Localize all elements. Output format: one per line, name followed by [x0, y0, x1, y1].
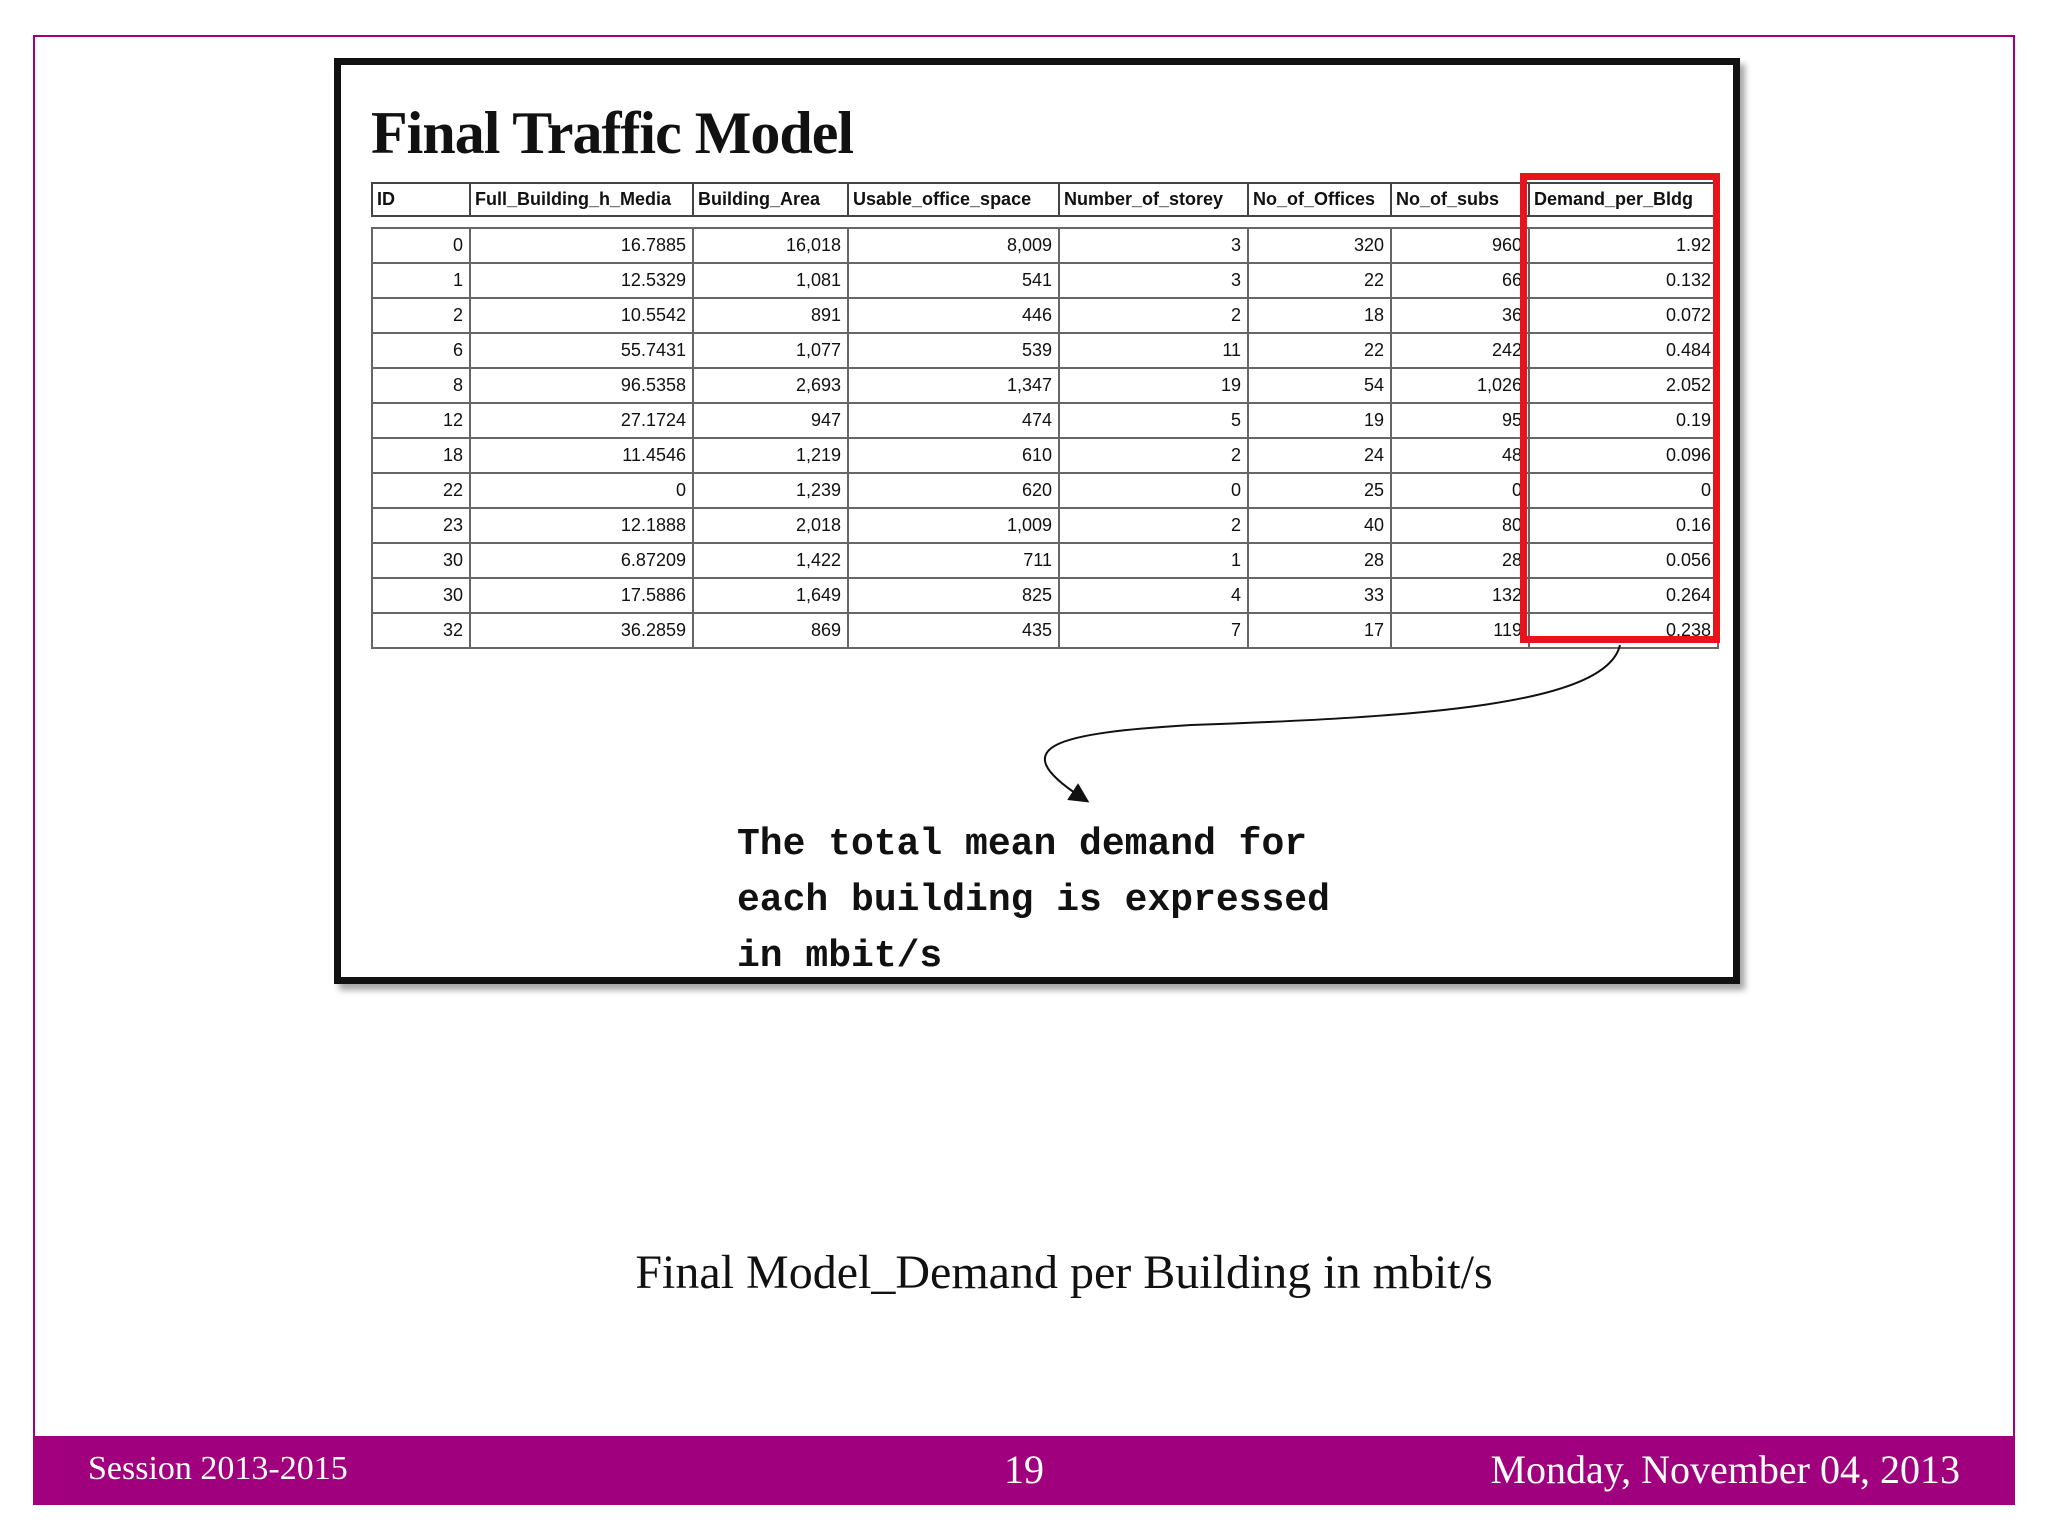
- table-cell: 1,239: [693, 473, 848, 508]
- table-cell: 1,219: [693, 438, 848, 473]
- table-cell: 539: [848, 333, 1059, 368]
- table-cell: 30: [372, 543, 470, 578]
- table-cell: 1,347: [848, 368, 1059, 403]
- table-cell: 0.132: [1529, 263, 1718, 298]
- table-cell: 1,422: [693, 543, 848, 578]
- footer-session: Session 2013-2015: [88, 1450, 348, 1487]
- callout-text: The total mean demand for each building is expressed in mbit/s: [737, 823, 1330, 978]
- table-cell: 0.238: [1529, 613, 1718, 648]
- table-cell: 96.5358: [470, 368, 693, 403]
- table-cell: 825: [848, 578, 1059, 613]
- column-header: No_of_subs: [1391, 183, 1529, 216]
- table-cell: 7: [1059, 613, 1248, 648]
- table-cell: 1.92: [1529, 228, 1718, 263]
- table-cell: 620: [848, 473, 1059, 508]
- column-header: Building_Area: [693, 183, 848, 216]
- column-header: Usable_office_space: [848, 183, 1059, 216]
- table-cell: 6.87209: [470, 543, 693, 578]
- table-cell: 36: [1391, 298, 1529, 333]
- table-cell: 30: [372, 578, 470, 613]
- table-cell: 320: [1248, 228, 1391, 263]
- table-cell: 0.056: [1529, 543, 1718, 578]
- table-cell: 8: [372, 368, 470, 403]
- table-cell: 711: [848, 543, 1059, 578]
- table-cell: 0: [372, 228, 470, 263]
- table-cell: 2,693: [693, 368, 848, 403]
- table-cell: 16,018: [693, 228, 848, 263]
- table-cell: 8,009: [848, 228, 1059, 263]
- column-header: Number_of_storey: [1059, 183, 1248, 216]
- table-cell: 1: [372, 263, 470, 298]
- footer-page-number: 19: [1004, 1447, 1044, 1492]
- table-cell: 54: [1248, 368, 1391, 403]
- table-cell: 55.7431: [470, 333, 693, 368]
- table-cell: 446: [848, 298, 1059, 333]
- table-cell: 1,009: [848, 508, 1059, 543]
- column-header: Demand_per_Bldg: [1529, 183, 1718, 216]
- table-cell: 12: [372, 403, 470, 438]
- table-cell: 1: [1059, 543, 1248, 578]
- column-header: Full_Building_h_Media: [470, 183, 693, 216]
- table-cell: 27.1724: [470, 403, 693, 438]
- slide-caption: Final Model_Demand per Building in mbit/s: [635, 1246, 1493, 1299]
- table-cell: 2: [1059, 298, 1248, 333]
- table-cell: 3: [1059, 263, 1248, 298]
- table-cell: 3: [1059, 228, 1248, 263]
- table-cell: 5: [1059, 403, 1248, 438]
- table-cell: 19: [1248, 403, 1391, 438]
- table-cell: 1,026: [1391, 368, 1529, 403]
- table-cell: 11.4546: [470, 438, 693, 473]
- table-cell: 1,649: [693, 578, 848, 613]
- table-cell: 40: [1248, 508, 1391, 543]
- table-cell: 22: [1248, 333, 1391, 368]
- table-cell: 0.484: [1529, 333, 1718, 368]
- table-cell: 11: [1059, 333, 1248, 368]
- table-cell: 80: [1391, 508, 1529, 543]
- table-cell: 32: [372, 613, 470, 648]
- table-cell: 242: [1391, 333, 1529, 368]
- table-cell: 0.264: [1529, 578, 1718, 613]
- figure-title: Final Traffic Model: [371, 100, 854, 166]
- table-cell: 0.096: [1529, 438, 1718, 473]
- table-cell: 22: [1248, 263, 1391, 298]
- table-cell: 66: [1391, 263, 1529, 298]
- table-cell: 48: [1391, 438, 1529, 473]
- table-cell: 0: [1529, 473, 1718, 508]
- table-cell: 891: [693, 298, 848, 333]
- table-cell: 18: [372, 438, 470, 473]
- table-cell: 23: [372, 508, 470, 543]
- table-cell: 17: [1248, 613, 1391, 648]
- table-cell: 132: [1391, 578, 1529, 613]
- table-cell: 24: [1248, 438, 1391, 473]
- table-cell: 16.7885: [470, 228, 693, 263]
- table-cell: 1,081: [693, 263, 848, 298]
- table-cell: 0: [1391, 473, 1529, 508]
- figure-panel: [334, 58, 1740, 984]
- table-cell: 0.19: [1529, 403, 1718, 438]
- table-cell: 2: [1059, 508, 1248, 543]
- table-cell: 435: [848, 613, 1059, 648]
- table-cell: 33: [1248, 578, 1391, 613]
- table-cell: 36.2859: [470, 613, 693, 648]
- footer-bar: [33, 1436, 2015, 1505]
- table-cell: 0: [1059, 473, 1248, 508]
- table-cell: 19: [1059, 368, 1248, 403]
- table-cell: 28: [1391, 543, 1529, 578]
- table-cell: 474: [848, 403, 1059, 438]
- table-cell: 10.5542: [470, 298, 693, 333]
- table-cell: 25: [1248, 473, 1391, 508]
- footer-date: Monday, November 04, 2013: [1490, 1447, 1960, 1492]
- table-cell: 541: [848, 263, 1059, 298]
- table-cell: 2,018: [693, 508, 848, 543]
- table-cell: 119: [1391, 613, 1529, 648]
- column-header: No_of_Offices: [1248, 183, 1391, 216]
- table-cell: 2: [372, 298, 470, 333]
- table-cell: 0: [470, 473, 693, 508]
- table-cell: 2: [1059, 438, 1248, 473]
- table-cell: 960: [1391, 228, 1529, 263]
- column-header: ID: [372, 183, 470, 216]
- table-cell: 610: [848, 438, 1059, 473]
- table-cell: 869: [693, 613, 848, 648]
- table-cell: 12.5329: [470, 263, 693, 298]
- table-cell: 6: [372, 333, 470, 368]
- table-cell: 22: [372, 473, 470, 508]
- table-cell: 0.072: [1529, 298, 1718, 333]
- table-cell: 95: [1391, 403, 1529, 438]
- table-cell: 12.1888: [470, 508, 693, 543]
- table-cell: 17.5886: [470, 578, 693, 613]
- table-cell: 2.052: [1529, 368, 1718, 403]
- callout-arrow-line: [1045, 645, 1620, 797]
- table-cell: 947: [693, 403, 848, 438]
- table-cell: 18: [1248, 298, 1391, 333]
- table-cell: 4: [1059, 578, 1248, 613]
- table-cell: 0.16: [1529, 508, 1718, 543]
- table-cell: 28: [1248, 543, 1391, 578]
- table-cell: 1,077: [693, 333, 848, 368]
